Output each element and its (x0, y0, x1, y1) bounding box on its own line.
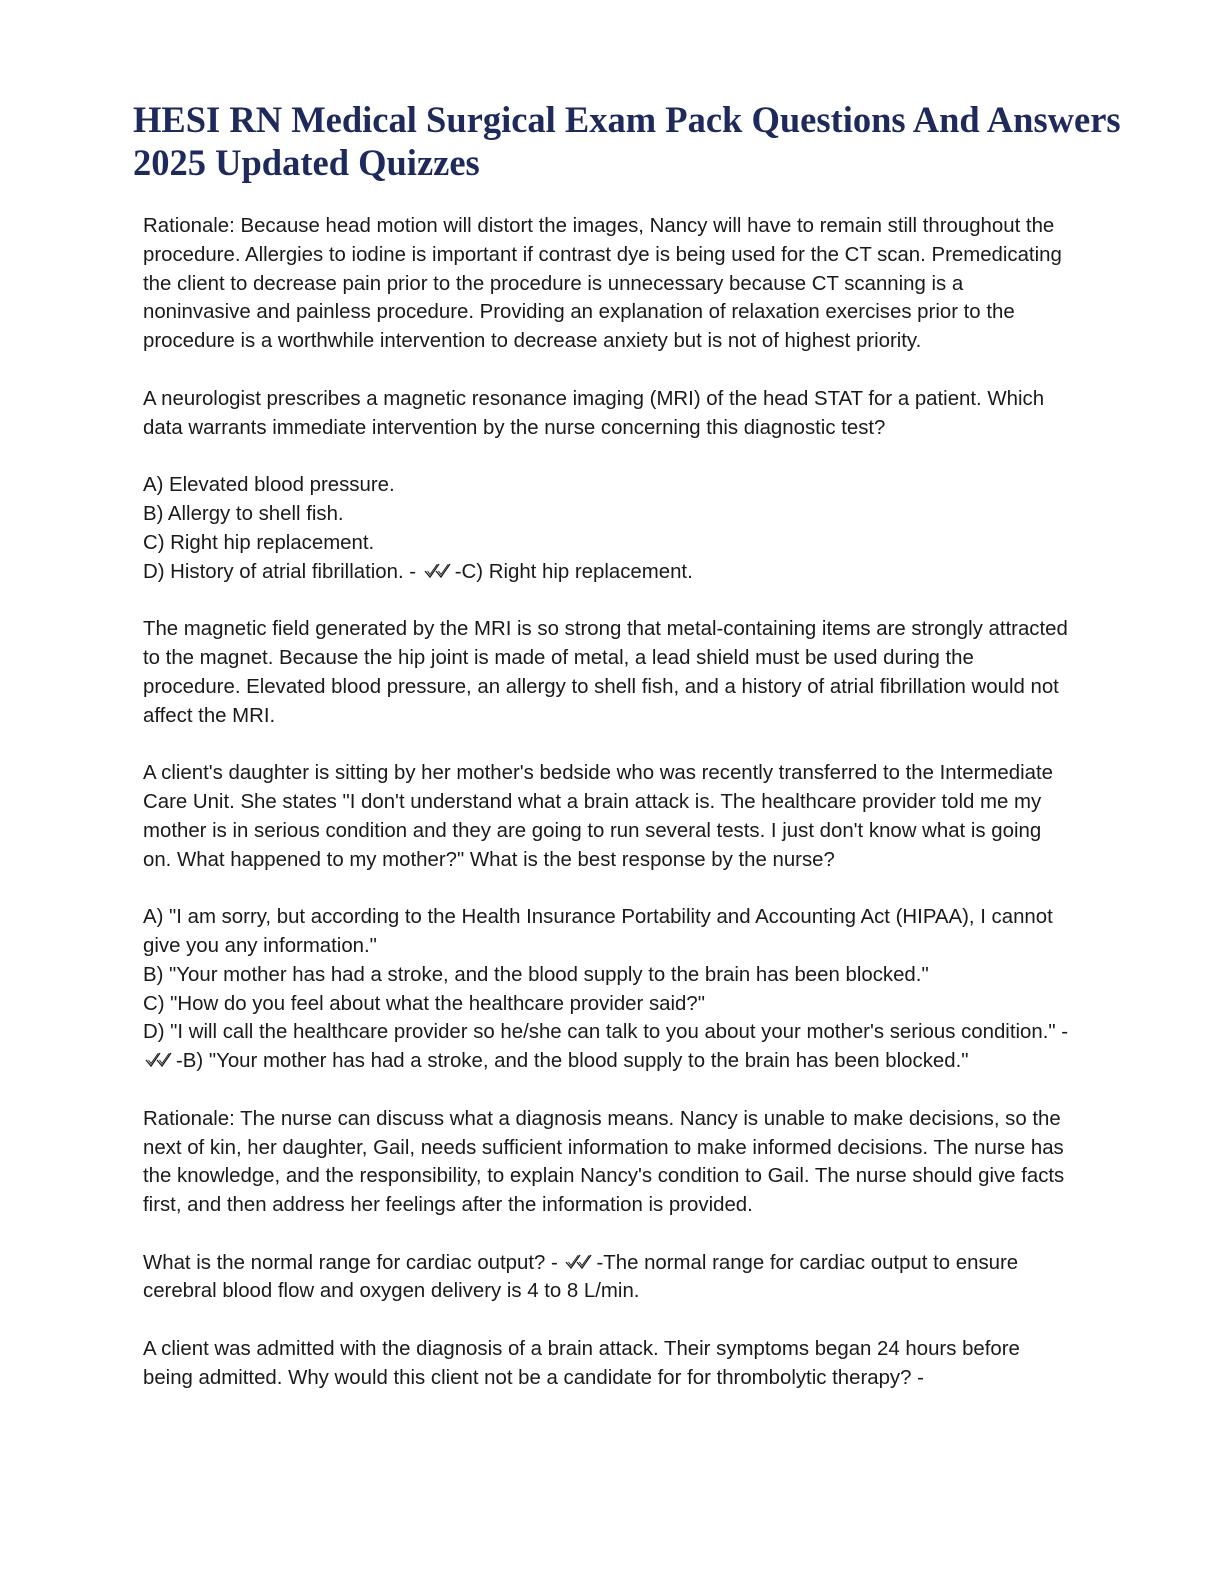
correct-answer: The normal range for cardiac output to ensure cerebral blood flow and oxygen delivery is 4 to 8 L/min. (143, 1251, 1019, 1303)
option-d: D) History of atrial fibrillation. - (143, 560, 417, 583)
double-check-icon (565, 1253, 595, 1271)
option-b: B) "Your mother has had a stroke, and the blood supply to the brain has been blocked." (143, 963, 929, 986)
answer-options (143, 471, 1073, 586)
correct-answer: C) Right hip replacement. (461, 560, 693, 583)
question-text: A client's daughter is sitting by her mother's bedside who was recently transferred to the Intermediate Care Unit. She states "I don't understand what a brain attack is. The healthcare provider told me my mother is in serious condition and they are going to run several tests. I just don't know what is going on. What happened to my mother?" What is the best response by the nurse? (143, 762, 1053, 871)
question-text: A neurologist prescribes a magnetic resonance imaging (MRI) of the head STAT for a patient. Which data warrants immediate intervention by the nurse concerning this diagnostic test? (143, 387, 1045, 439)
answer-options (143, 903, 1073, 1076)
option-d-with-answer (143, 558, 1073, 587)
explanation-paragraph: The magnetic field generated by the MRI is so strong that metal-containing items are strongly attracted to the magnet. Because the hip joint is made of metal, a lead shield must be used during the procedure. Elevated blood pressure, an allergy to shell fish, and a history of atrial fibrillation would not affect the MRI. (143, 618, 1068, 727)
document-body (143, 212, 1073, 1393)
option-d-with-answer (143, 1018, 1073, 1076)
option-a: A) Elevated blood pressure. (143, 474, 395, 497)
option-a: A) "I am sorry, but according to the Health Insurance Portability and Accounting Act (HIPAA), I cannot give you any information." (143, 906, 1053, 957)
answer-separator: - (176, 1050, 183, 1073)
rationale-paragraph: Rationale: Because head motion will distort the images, Nancy will have to remain still throughout the procedure. Allergies to iodine is important if contrast dye is being used for the CT scan. Premedicating the client to decrease pain prior to the procedure is unnecessary because CT scanning is a noninvasive and painless procedure. Providing an explanation of relaxation exercises prior to the procedure is a worthwhile intervention to decrease anxiety but is not of highest priority. (143, 215, 1062, 353)
rationale-paragraph: Rationale: The nurse can discuss what a diagnosis means. Nancy is unable to make decisions, so the next of kin, her daughter, Gail, needs sufficient information to make informed decisions. The nurse has the knowledge, and the responsibility, to explain Nancy's condition to Gail. The nurse should give facts first, and then address her feelings after the information is provided. (143, 1107, 1065, 1217)
double-check-icon (145, 1051, 175, 1069)
option-d: D) "I will call the healthcare provider so he/she can talk to you about your mother's serious condition." - (143, 1021, 1069, 1044)
option-c: C) "How do you feel about what the healthcare provider said?" (143, 992, 705, 1015)
question-with-answer (143, 1249, 1073, 1307)
answer-separator: - (596, 1251, 604, 1274)
option-b: B) Allergy to shell fish. (143, 502, 344, 525)
answer-separator: - (454, 560, 462, 583)
document-title: HESI RN Medical Surgical Exam Pack Questions And Answers 2025 Updated Quizzes (133, 99, 1121, 183)
question-text: What is the normal range for cardiac output? - (143, 1251, 558, 1274)
option-c: C) Right hip replacement. (143, 531, 375, 554)
question-text: A client was admitted with the diagnosis of a brain attack. Their symptoms began 24 hours before being admitted. Why would this client not be a candidate for for thrombolytic therapy? - (143, 1338, 1020, 1389)
correct-answer: B) "Your mother has had a stroke, and the blood supply to the brain has been blocked." (182, 1050, 969, 1073)
double-check-icon (424, 562, 454, 580)
